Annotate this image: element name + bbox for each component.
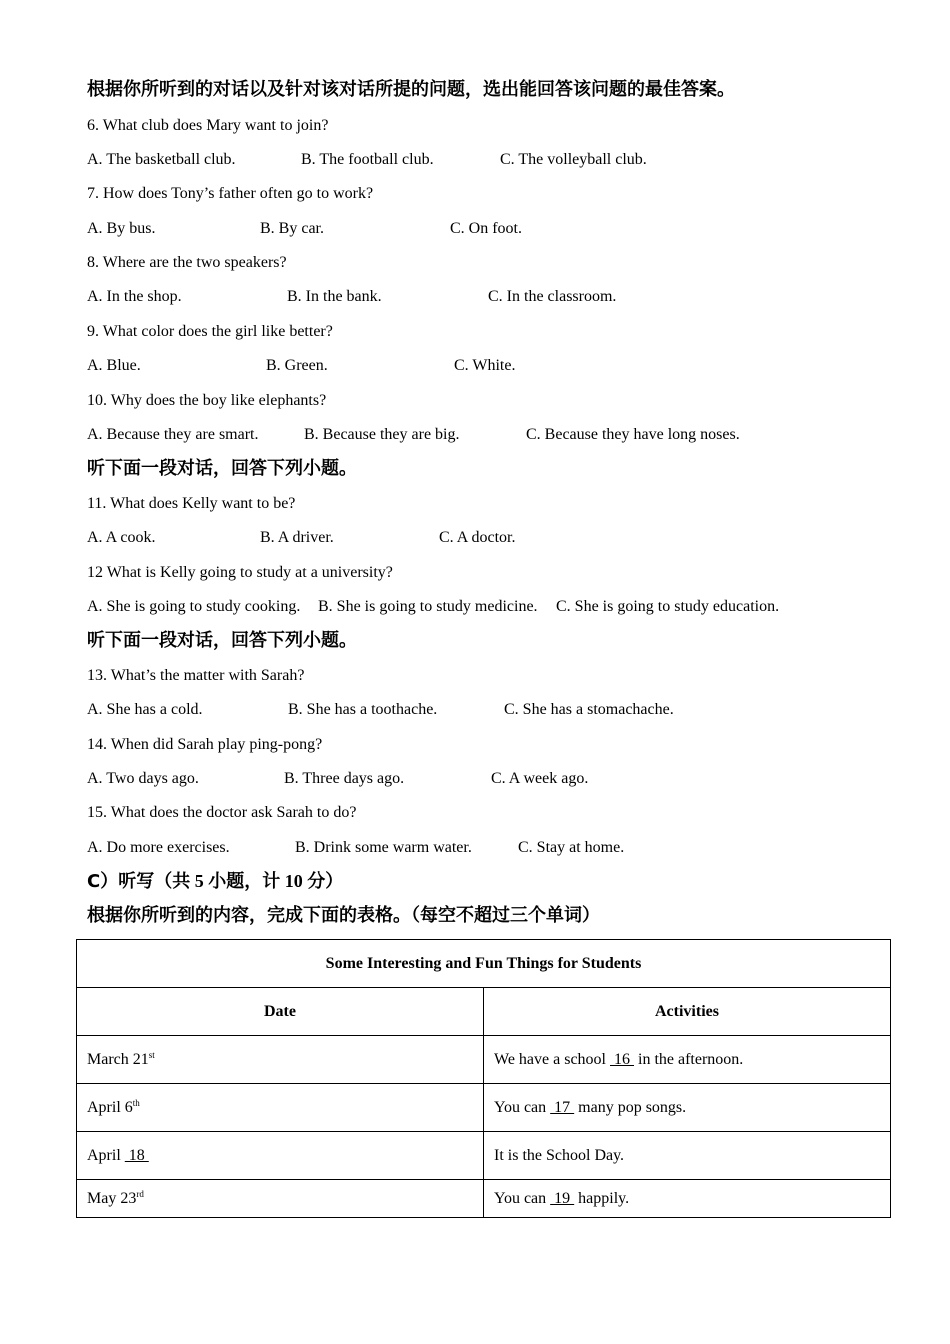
section-heading-2: 听下面一段对话，回答下列小题。	[87, 458, 357, 479]
option-13b: B. She has a toothache.	[288, 701, 438, 718]
instruction-heading: 根据你所听到的对话以及针对该对话所提的问题，选出能回答该问题的最佳答案。	[87, 79, 735, 100]
option-12c: C. She is going to study education.	[556, 598, 780, 615]
option-15c: C. Stay at home.	[518, 839, 625, 856]
column-header-date: Date	[77, 988, 484, 1036]
option-14a: A. Two days ago.	[87, 770, 199, 787]
option-14c: C. A week ago.	[491, 770, 589, 787]
part-c-title-mid: 小题，计	[208, 871, 281, 892]
part-c-title-prefix: C）听写（共	[87, 871, 191, 892]
option-11b: B. A driver.	[260, 529, 334, 546]
activity-text-after: in the afternoon.	[634, 1050, 744, 1068]
question-7: 7. How does Tony’s father often go to work?	[87, 185, 374, 202]
date-cell	[77, 1132, 484, 1180]
activity-cell	[484, 1084, 891, 1132]
blank-18[interactable]: 18	[124, 1146, 149, 1164]
part-c-instruction: 根据你所听到的内容，完成下面的表格。（每空不超过三个单词）	[87, 905, 600, 926]
date-text: May 23	[87, 1189, 137, 1207]
option-7a: A. By bus.	[87, 220, 156, 237]
option-13a: A. She has a cold.	[87, 701, 203, 718]
activity-cell	[484, 1180, 891, 1218]
blank-16[interactable]: 16	[610, 1050, 634, 1068]
table-row	[77, 1084, 891, 1132]
blank-19[interactable]: 19	[550, 1189, 575, 1207]
date-suffix: st	[148, 1049, 155, 1060]
date-cell	[77, 1180, 484, 1218]
option-6c: C. The volleyball club.	[500, 151, 647, 168]
part-c-title-suffix: 分）	[307, 871, 344, 892]
question-15: 15. What does the doctor ask Sarah to do?	[87, 804, 357, 821]
part-c-score: 10	[284, 871, 303, 891]
option-8c: C. In the classroom.	[488, 288, 617, 305]
option-7c: C. On foot.	[450, 220, 522, 237]
option-15b: B. Drink some warm water.	[295, 839, 472, 856]
activity-text-after: happily.	[574, 1189, 630, 1207]
option-6b: B. The football club.	[301, 151, 434, 168]
activity-cell	[484, 1132, 891, 1180]
activity-cell	[484, 1036, 891, 1084]
option-9a: A. Blue.	[87, 357, 141, 374]
question-14: 14. When did Sarah play ping-pong?	[87, 736, 323, 753]
activity-text-after: many pop songs.	[574, 1098, 687, 1116]
date-cell	[77, 1036, 484, 1084]
question-10: 10. Why does the boy like elephants?	[87, 392, 327, 409]
part-c-count: 5	[194, 871, 204, 891]
option-7b: B. By car.	[260, 220, 324, 237]
activity-text: We have a school	[494, 1050, 610, 1068]
table-row	[77, 1036, 891, 1084]
option-15a: A. Do more exercises.	[87, 839, 230, 856]
date-text: March 21	[87, 1050, 149, 1068]
question-9: 9. What color does the girl like better?	[87, 323, 333, 340]
option-10a: A. Because they are smart.	[87, 426, 259, 443]
option-12b: B. She is going to study medicine.	[318, 598, 538, 615]
option-13c: C. She has a stomachache.	[504, 701, 674, 718]
question-12: 12 What is Kelly going to study at a university?	[87, 564, 393, 581]
question-6: 6. What club does Mary want to join?	[87, 117, 329, 134]
section-heading-3: 听下面一段对话，回答下列小题。	[87, 630, 357, 651]
date-cell	[77, 1084, 484, 1132]
date-text: April	[87, 1146, 125, 1164]
table-row	[77, 1132, 891, 1180]
question-8: 8. Where are the two speakers?	[87, 254, 287, 271]
blank-17[interactable]: 17	[550, 1098, 575, 1116]
date-suffix: th	[132, 1097, 140, 1108]
option-8a: A. In the shop.	[87, 288, 182, 305]
date-text: April 6	[87, 1098, 133, 1116]
activity-text: You can	[494, 1189, 551, 1207]
part-c-title	[87, 871, 343, 892]
option-12a: A. She is going to study cooking.	[87, 598, 301, 615]
activity-text: It is the School Day.	[494, 1146, 625, 1164]
activity-text: You can	[494, 1098, 551, 1116]
option-10b: B. Because they are big.	[304, 426, 460, 443]
table-row	[77, 1180, 891, 1218]
date-suffix: rd	[136, 1188, 144, 1199]
option-11c: C. A doctor.	[439, 529, 516, 546]
option-10c: C. Because they have long noses.	[526, 426, 740, 443]
option-9c: C. White.	[454, 357, 516, 374]
column-header-activities: Activities	[484, 988, 891, 1036]
option-8b: B. In the bank.	[287, 288, 382, 305]
option-11a: A. A cook.	[87, 529, 156, 546]
table-title: Some Interesting and Fun Things for Students	[77, 940, 891, 988]
question-11: 11. What does Kelly want to be?	[87, 495, 296, 512]
option-9b: B. Green.	[266, 357, 328, 374]
activities-table	[76, 939, 891, 1218]
question-13: 13. What’s the matter with Sarah?	[87, 667, 305, 684]
option-6a: A. The basketball club.	[87, 151, 236, 168]
option-14b: B. Three days ago.	[284, 770, 405, 787]
